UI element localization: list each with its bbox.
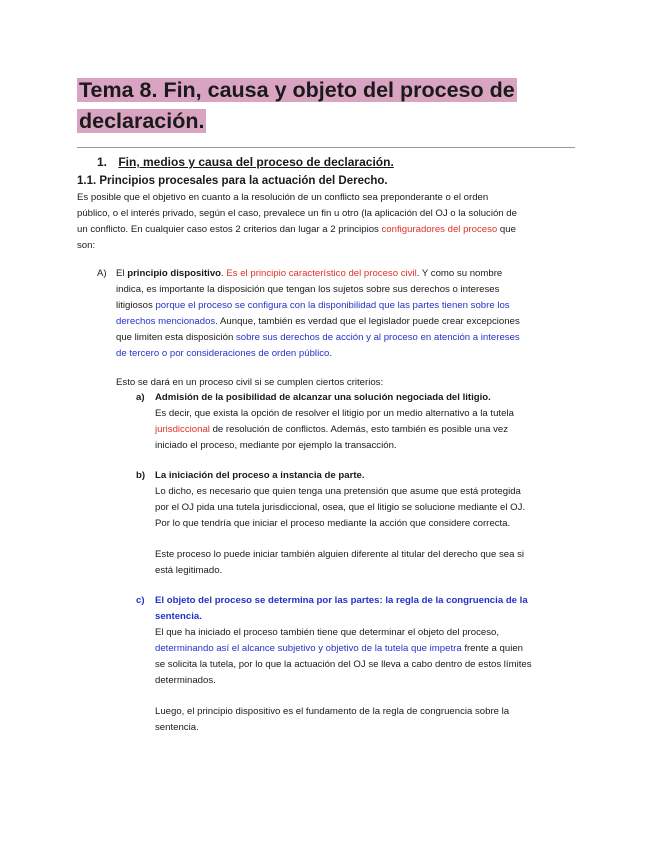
text-line: por el OJ pida una tutela jurisdiccional, osea, que el litigio se solucione mediante el OJ.	[155, 502, 526, 513]
text-line: determinados.	[155, 675, 216, 686]
text-line: Es posible que el objetivo en cuanto a la resolución de un conflicto sea preponderante o el orden	[77, 192, 489, 203]
title-line-2: declaración.	[79, 109, 205, 133]
text-line: está legitimado.	[155, 565, 223, 576]
text-line: Lo dicho, es necesario que quien tenga una pretensión que asume que está protegida	[155, 486, 521, 497]
intro-paragraph	[77, 190, 517, 254]
section-title: Fin, medios y causa del proceso de declaración.	[118, 155, 394, 169]
title-line-1: Tema 8. Fin, causa y objeto del proceso de	[79, 78, 515, 102]
section-heading	[97, 155, 394, 169]
sub-a-paragraph	[155, 390, 514, 454]
text-line: un conflicto. En cualquier caso estos 2 criterios dan lugar a 2 principios configuradores del proceso que	[77, 224, 516, 235]
text-line: El que ha iniciado el proceso también tiene que determinar el objeto del proceso,	[155, 627, 499, 638]
sub-c-heading-line-1: El objeto del proceso se determina por las partes: la regla de la congruencia de la	[155, 595, 528, 606]
text-line: Es decir, que exista la opción de resolver el litigio por un medio alternativo a la tutela	[155, 408, 514, 419]
text-line: derechos mencionados. Aunque, también es verdad que el legislador puede crear excepciones	[116, 316, 520, 327]
sub-c-paragraph	[155, 593, 532, 736]
text-line: de tercero o por consideraciones de orden público.	[116, 348, 333, 359]
text-line: sentencia.	[155, 722, 199, 733]
text-line: indica, es importante la disposición que tengan los sujetos sobre sus derechos o intereses	[116, 284, 500, 295]
item-a-paragraph	[116, 266, 520, 362]
text-line: que limiten esta disposición sobre sus derechos de acción y al proceso en atención a intereses	[116, 332, 520, 343]
text-line: determinando así el alcance subjetivo y objetivo de la tutela que impetra frente a quien	[155, 643, 523, 654]
sub-b-paragraph	[155, 468, 525, 579]
sub-b-label: b)	[136, 470, 146, 481]
item-a-label: A)	[97, 268, 107, 279]
page-title	[77, 75, 527, 137]
text-line: jurisdiccional de resolución de conflictos. Además, esto también es posible una vez	[155, 424, 509, 435]
sub-a-label: a)	[136, 392, 145, 403]
text-line: Este proceso lo puede iniciar también alguien diferente al titular del derecho que sea si	[155, 549, 525, 560]
subsection-heading: 1.1. Principios procesales para la actuación del Derecho.	[77, 175, 388, 187]
text-line: son:	[77, 240, 96, 251]
criteria-intro: Esto se dará en un proceso civil si se cumplen ciertos criterios:	[116, 377, 384, 388]
text-line: litigiosos porque el proceso se configura con la disponibilidad que las partes tienen sobre los	[116, 300, 510, 311]
sub-c-heading-line-2: sentencia.	[155, 611, 202, 622]
sub-b-heading: La iniciación del proceso a instancia de parte.	[155, 470, 365, 481]
section-number: 1.	[97, 155, 108, 169]
sub-c-label: c)	[136, 595, 145, 606]
horizontal-divider	[77, 147, 575, 148]
sub-a-heading: Admisión de la posibilidad de alcanzar una solución negociada del litigio.	[155, 392, 491, 403]
text-line: Por lo que tendría que iniciar el proceso mediante la acción que considere correcta.	[155, 518, 511, 529]
text-line: público, o el interés privado, según el caso, prevalece un fin u otro (la aplicación del OJ o la solución de	[77, 208, 517, 219]
text-line: El principio dispositivo. Es el principio característico del proceso civil. Y como su nombre	[116, 268, 503, 279]
text-line: Luego, el principio dispositivo es el fundamento de la regla de congruencia sobre la	[155, 706, 510, 717]
text-line: iniciado el proceso, mediante por ejemplo la transacción.	[155, 440, 397, 451]
text-line: se solicita la tutela, por lo que la actuación del OJ se lleva a cabo dentro de estos límites	[155, 659, 532, 670]
